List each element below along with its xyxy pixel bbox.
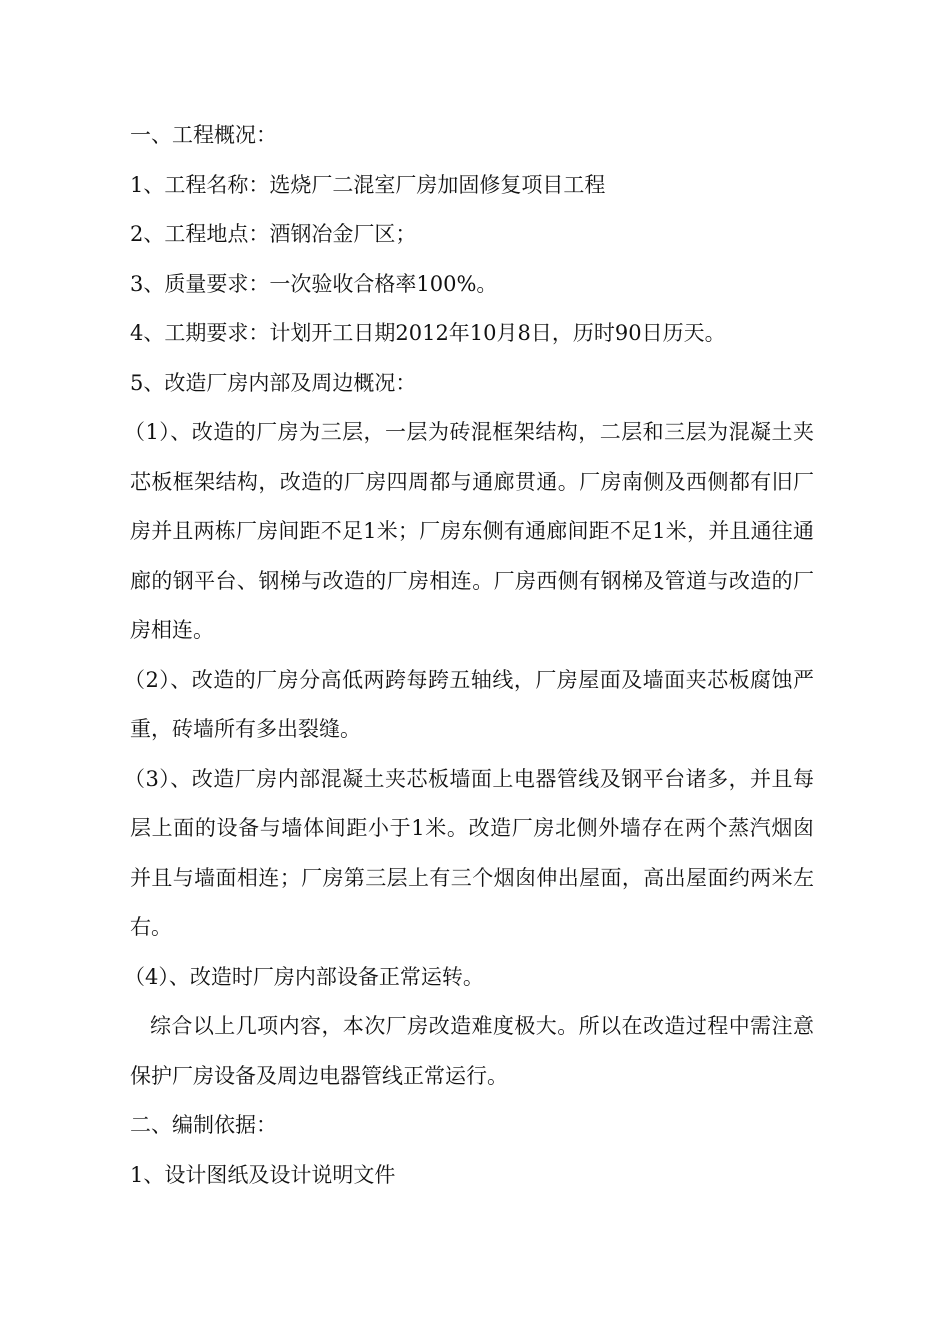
- summary-paragraph: 综合以上几项内容，本次厂房改造难度极大。所以在改造过程中需注意保护厂房设备及周边电器管线正常运行。: [130, 1014, 814, 1088]
- site-overview-item: 5、改造厂房内部及周边概况：: [130, 370, 417, 395]
- site-overview-sub-4: （4）、改造时厂房内部设备正常运转。: [124, 964, 484, 989]
- project-location-item: 2、工程地点：酒钢冶金厂区；: [130, 222, 417, 246]
- quality-requirement-item: 3、质量要求：一次验收合格率100%。: [130, 271, 498, 296]
- basis-item-1: 1、设计图纸及设计说明文件: [130, 1162, 396, 1187]
- project-name-item: 1、工程名称：选烧厂二混室厂房加固修复项目工程: [130, 172, 606, 197]
- section-heading-overview: 一、工程概况：: [130, 123, 277, 147]
- site-overview-sub-3: （3）、改造厂房内部混凝土夹芯板墙面上电器管线及钢平台诸多，并且每层上面的设备与墙体间距小于1米。改造厂房北侧外墙存在两个蒸汽烟囱并且与墙面相连；厂房第三层上有三个烟囱伸出屋面，高出屋面约两米左右。: [124, 766, 814, 939]
- schedule-requirement-item: 4、工期要求：计划开工日期2012年10月8日，历时90日历天。: [130, 321, 726, 345]
- site-overview-sub-2: （2）、改造的厂房分高低两跨每跨五轴线，厂房屋面及墙面夹芯板腐蚀严重，砖墙所有多出裂缝。: [124, 667, 814, 741]
- document-body: [124, 111, 814, 1200]
- section-heading-basis: 二、编制依据：: [130, 1113, 277, 1137]
- site-overview-sub-1: （1）、改造的厂房为三层，一层为砖混框架结构，二层和三层为混凝土夹芯板框架结构，改造的厂房四周都与通廊贯通。厂房南侧及西侧都有旧厂房并且两栋厂房间距不足1米；厂房东侧有通廊间距不足1米，并且通往通廊的钢平台、钢梯与改造的厂房相连。厂房西侧有钢梯及管道与改造的厂房相连。: [124, 420, 814, 642]
